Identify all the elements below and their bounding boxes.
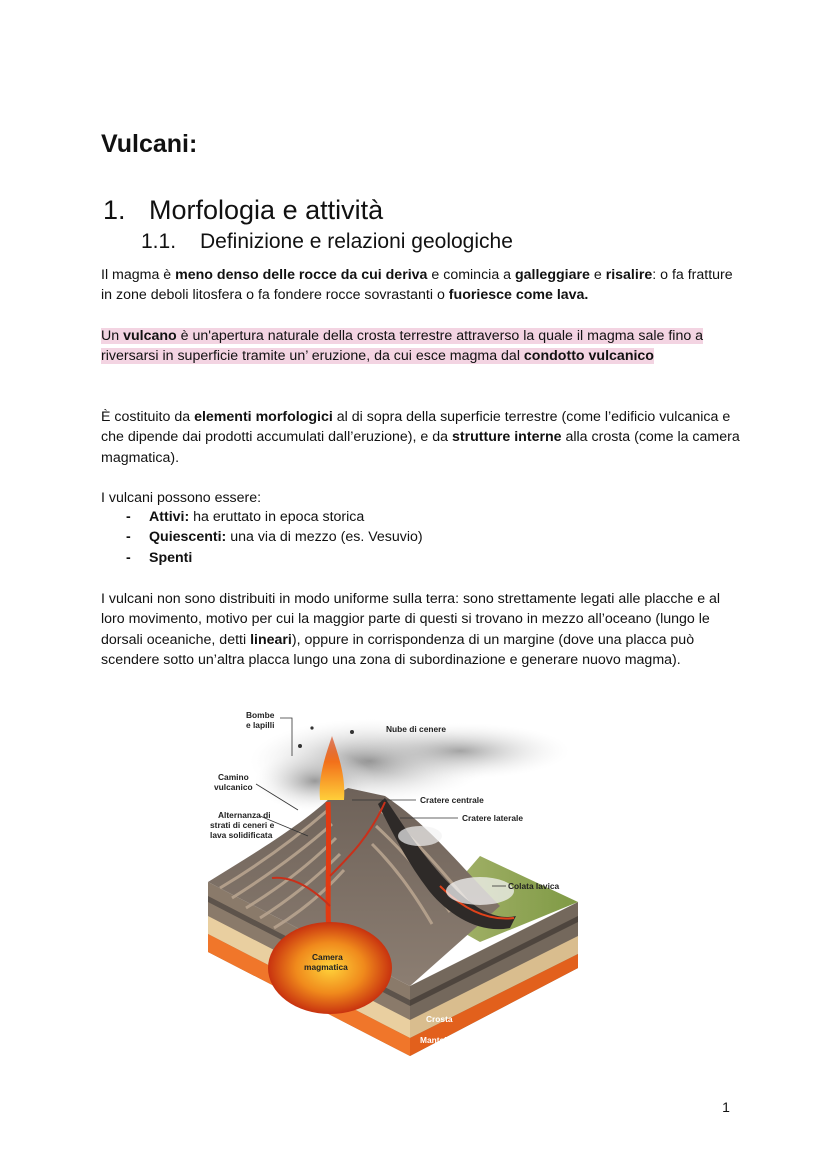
text-run: Il magma è (101, 267, 176, 283)
text-run: I vulcani non sono distribuiti in modo uniforme sulla terra: sono strettamente legati alle placche e al loro movimento, motivo per cui la maggior parte di questi si trovano in mezzo all’oceano (lungo le dorsali oceaniche, detti (101, 591, 721, 648)
paragraph-types-intro: I vulcani possono essere: (101, 490, 262, 506)
bold-run: strutture interne (451, 429, 562, 446)
label-alternanza-3: lava solidificata (210, 830, 273, 840)
label-nube: Nube di cenere (386, 724, 447, 734)
list-item-label: Attivi: (149, 509, 190, 525)
bold-run: risalire (605, 267, 653, 283)
label-cratere-centrale: Cratere centrale (420, 795, 484, 805)
bold-run: galleggiare (514, 267, 590, 283)
section-heading (103, 192, 383, 228)
text-run: al di sopra della superficie terrestre (come l’edificio vulcanica e che dipende dai prodotti accumulati dall’eruzione), e da (101, 409, 731, 446)
bold-run: condotto vulcanico (523, 348, 654, 365)
subsection-number: 1.1. (141, 230, 177, 253)
label-bombe-1: Bombe (246, 710, 275, 720)
subsection-heading (141, 227, 513, 257)
section-number: 1. (103, 195, 126, 225)
paragraph-definition-highlighted (101, 326, 741, 367)
list-item-desc: ha eruttato in epoca storica (189, 509, 365, 525)
bold-run: fuoriesce come lava. (448, 287, 589, 304)
label-mantello: Mantello (420, 1035, 454, 1045)
label-camino-2: vulcanico (214, 782, 253, 792)
label-camera-1: Camera (312, 952, 343, 962)
list-dash: - (126, 509, 131, 525)
list-item-label: Spenti (149, 549, 193, 566)
text-run: e comincia a (427, 267, 515, 283)
text-run: e (589, 267, 606, 283)
label-crosta: Crosta (426, 1014, 453, 1024)
label-alternanza-2: strati di ceneri e (210, 820, 275, 830)
volcano-illustration (180, 706, 600, 1066)
list-item (101, 548, 423, 568)
page-number: 1 (722, 1099, 730, 1115)
paragraph-structure (101, 407, 741, 468)
list-item-label: Quiescenti: (149, 529, 227, 546)
subsection-title: Definizione e relazioni geologiche (200, 230, 513, 253)
text-run: Un (101, 328, 124, 344)
bold-run: meno denso delle rocce da cui deriva (175, 267, 428, 283)
bold-run: elementi morfologici (194, 409, 333, 425)
bold-run: lineari (250, 631, 292, 648)
list-item-desc: una via di mezzo (es. Vesuvio) (226, 529, 423, 546)
label-camino-1: Camino (218, 772, 249, 782)
paragraph-distribution (101, 589, 741, 670)
volcano-diagram (180, 706, 600, 1066)
label-cratere-laterale: Cratere laterale (462, 813, 523, 823)
volcano-types-list (101, 507, 423, 568)
text-run: ), oppure in corrispondenza di un margine (dove una placca può scendere sotto un’altra placca lungo una zona di subordinazione e generare nuovo magma). (101, 631, 695, 668)
bold-run: vulcano (123, 328, 177, 344)
paragraph-magma (101, 265, 741, 306)
text-run: alla crosta (come la camera magmatica). (101, 429, 740, 466)
text-run: : o fa fratture in zone deboli litosfera o fa fondere rocce sovrastanti o (101, 267, 733, 304)
label-colata-lavica: Colata lavica (508, 881, 560, 891)
list-dash: - (126, 549, 131, 566)
label-alternanza-1: Alternanza di (218, 810, 271, 820)
section-title: Morfologia e attività (149, 195, 384, 225)
list-item (101, 507, 423, 527)
document-title: Vulcani: (101, 130, 198, 158)
text-run: è un'apertura naturale della crosta terrestre attraverso la quale il magma sale fino a riversarsi in superficie tramite un’ eruzione, da cui esce magma dal (101, 328, 704, 365)
label-bombe-2: e lapilli (246, 720, 275, 730)
list-item (101, 527, 423, 547)
text-run: È costituito da (101, 409, 195, 425)
label-camera-2: magmatica (304, 962, 348, 972)
list-dash: - (126, 529, 131, 546)
